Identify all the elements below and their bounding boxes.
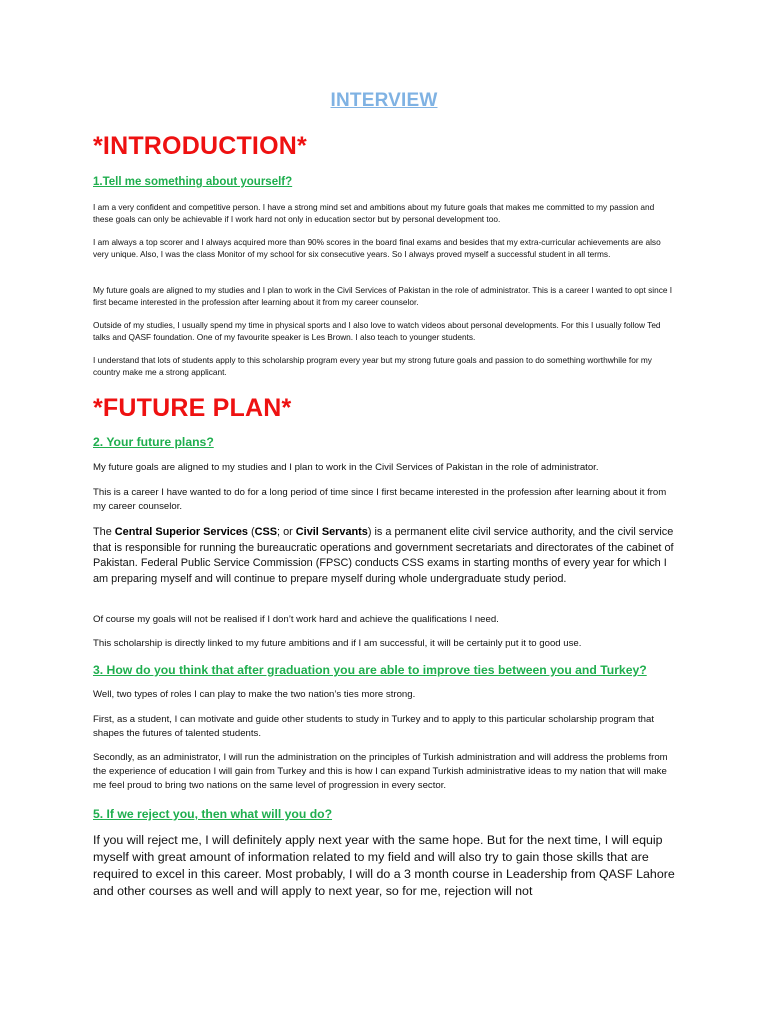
reject-paragraph: If you will reject me, I will definitely apply next year with the same hope. But for the next time, I will equip myself with great amount of information related to my field and will also try to gain those skills that are required to excel in this career. Most probably, I will do a 3 month course in Leadership from QASF Lahore and other courses as well and will apply to next year, so for me, rejection will not <box>93 833 675 898</box>
css-post: ) is a permanent elite civil service authority, and the civil service that is responsible for running the bureaucratic operations and government secretariats and directorates of the cabinet of Pakistan. Federal Public Service Commission (FPSC) conducts CSS exams in starting months of every year for which I am preparing myself and will continue to prepare myself during whole undergraduate study period. <box>93 526 674 585</box>
question-1: 1.Tell me something about yourself? <box>93 176 293 188</box>
question-5: 5. If we reject you, then what will you do? <box>93 807 333 821</box>
css-paragraph <box>93 525 675 587</box>
turkey-paragraph-2: First, as a student, I can motivate and guide other students to study in Turkey and to apply to this particular scholarship program that shapes the futures of talented students. <box>93 714 654 739</box>
future-paragraph-5: This scholarship is directly linked to my future ambitions and if I am successful, it will be certainly put it to good use. <box>93 638 582 649</box>
css-pre: The <box>93 526 115 538</box>
document-title: INTERVIEW <box>330 90 438 111</box>
future-paragraph-4: Of course my goals will not be realised if I don’t work hard and achieve the qualifications I need. <box>93 614 499 625</box>
css-mid-2: ; or <box>277 526 296 538</box>
css-term-central-superior-services: Central Superior Services <box>114 526 248 538</box>
future-paragraph-1: My future goals are aligned to my studies and I plan to work in the Civil Services of Pakistan in the role of administrator. <box>93 462 599 473</box>
turkey-paragraph-3: Secondly, as an administrator, I will run the administration on the principles of Turkish administration and will address the problems from the experience of education I will gain from Turkey and this is how I can expand Turkish administrative ideas to my nation that will make me feel proud to bring two nations on the same level of progression in every sector. <box>93 752 668 791</box>
css-term-civil-servants: Civil Servants <box>295 526 368 538</box>
intro-paragraph-4: Outside of my studies, I usually spend my time in physical sports and I also love to watch videos about personal developments. For this I usually follow Ted talks and QASF foundation. One of my favourite speaker is Les Brown. I also teach to younger students. <box>93 320 661 342</box>
question-3: 3. How do you think that after graduation you are able to improve ties between you and Turkey? <box>93 663 647 677</box>
css-term-css: CSS <box>254 526 278 538</box>
css-mid-1: ( <box>247 526 255 538</box>
question-2: 2. Your future plans? <box>93 435 214 449</box>
intro-paragraph-5: I understand that lots of students apply to this scholarship program every year but my strong future goals and passion to do something worthwhile for my country make me a strong applicant. <box>93 355 652 377</box>
intro-paragraph-2: I am always a top scorer and I always acquired more than 90% scores in the board final exams and besides that my extra-curricular achievements are also very unique. Also, I was the class Monitor of my school for six consecutive years. So I always proved myself a successful student in all terms. <box>93 237 661 259</box>
future-paragraph-2: This is a career I have wanted to do for a long period of time since I first became interested in the profession after learning about it from my career counselor. <box>93 487 667 512</box>
section-heading-introduction: *INTRODUCTION* <box>93 132 307 160</box>
intro-paragraph-1: I am a very confident and competitive person. I have a strong mind set and ambitions about my future goals that makes me committed to my passion and these goals can only be achievable if I work hard not only in education sector but by personal development too. <box>93 202 655 224</box>
intro-paragraph-3: My future goals are aligned to my studies and I plan to work in the Civil Services of Pakistan in the role of administrator. This is a career I wanted to opt since I first became interested in the profession after learning about it from my career counselor. <box>93 285 673 307</box>
turkey-paragraph-1: Well, two types of roles I can play to make the two nation’s ties more strong. <box>93 689 416 700</box>
section-heading-future-plan: *FUTURE PLAN* <box>93 394 292 422</box>
